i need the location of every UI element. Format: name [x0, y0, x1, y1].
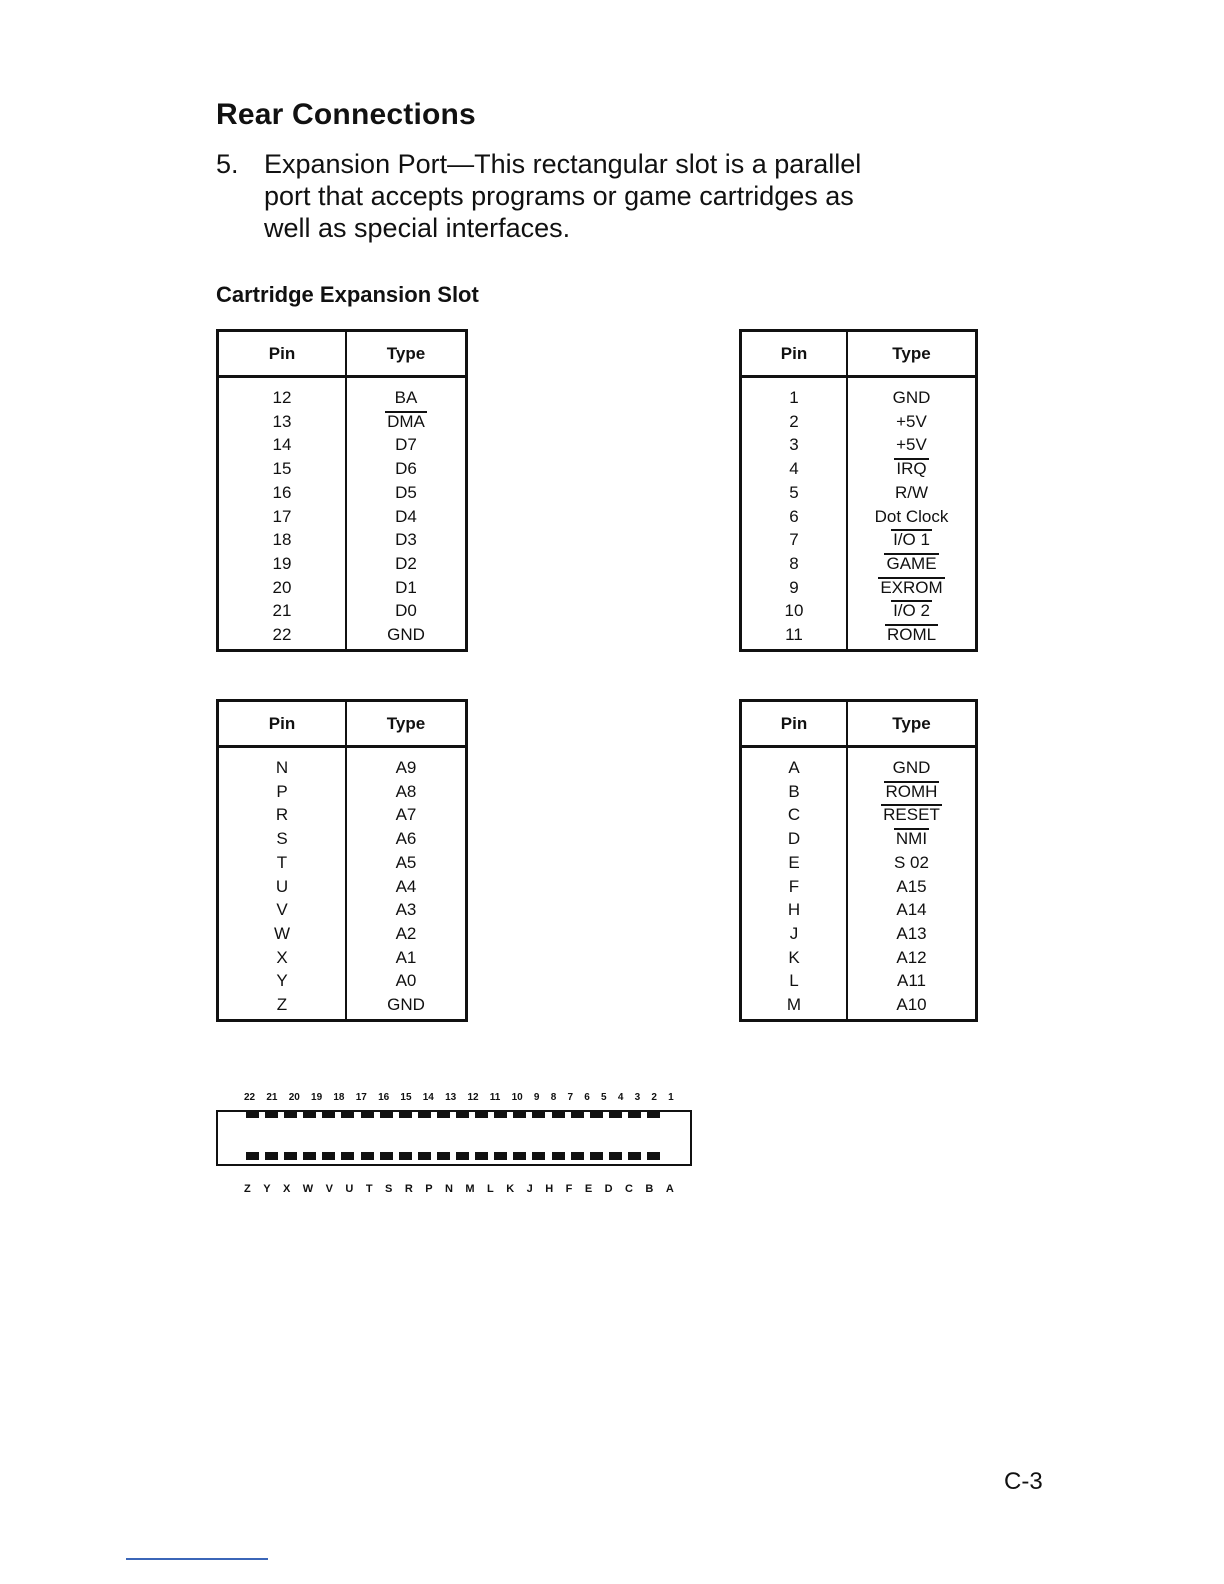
pin-cell: Y: [218, 969, 347, 993]
table-row: [741, 377, 977, 410]
type-cell: [346, 457, 467, 481]
connector-pin-number: 12: [467, 1092, 479, 1103]
connector-contact: [246, 1152, 259, 1160]
type-cell: [346, 803, 467, 827]
pin-cell: 22: [218, 623, 347, 650]
connector-contact: [532, 1152, 545, 1160]
connector-pin-letter: S: [385, 1183, 393, 1195]
table-row: [218, 481, 467, 505]
pin-cell: 18: [218, 528, 347, 552]
pin-column-header: Pin: [218, 701, 347, 747]
table-row: [218, 969, 467, 993]
table-row: [218, 576, 467, 600]
type-cell: [346, 481, 467, 505]
connector-pin-number: 13: [445, 1092, 457, 1103]
signal-name: S 02: [894, 852, 929, 872]
connector-contact: [475, 1152, 488, 1160]
signal-name: GAME: [886, 552, 936, 576]
pin-cell: 11: [741, 623, 848, 650]
signal-name: A7: [395, 805, 417, 825]
table-row: [218, 505, 467, 529]
connector-pin-letter: U: [345, 1183, 354, 1195]
connector-pin-letter: W: [302, 1183, 314, 1195]
pin-cell: Z: [218, 993, 347, 1020]
connector-pin-number: 20: [288, 1092, 300, 1103]
type-cell: [847, 433, 977, 457]
table-row: [218, 827, 467, 851]
signal-name: ROML: [887, 623, 936, 647]
connector-contact: [494, 1110, 507, 1118]
signal-name: D3: [395, 530, 417, 550]
signal-name: A12: [896, 947, 927, 967]
table-row: [741, 875, 977, 899]
connector-pin-letter: X: [282, 1183, 291, 1195]
connector-contact: [303, 1152, 316, 1160]
table-row: [218, 457, 467, 481]
connector-top-contacts: [246, 1110, 660, 1118]
page-number: C-3: [1004, 1468, 1043, 1495]
signal-name: A1: [395, 947, 417, 967]
connector-contact: [380, 1152, 393, 1160]
pin-cell: H: [741, 898, 848, 922]
type-cell: [847, 410, 977, 434]
type-cell: [346, 433, 467, 457]
pin-column-header: Pin: [741, 331, 848, 377]
signal-name: Dot Clock: [874, 506, 949, 526]
connector-pin-number: 10: [511, 1092, 523, 1103]
type-cell: [346, 827, 467, 851]
pin-cell: 10: [741, 599, 848, 623]
signal-name: A10: [896, 995, 927, 1015]
connector-contact: [647, 1110, 660, 1118]
type-cell: [346, 377, 467, 410]
pin-cell: C: [741, 803, 848, 827]
connector-pin-letters: [244, 1183, 674, 1195]
connector-pin-number: 2: [651, 1092, 657, 1103]
type-cell: [346, 747, 467, 780]
pin-cell: 17: [218, 505, 347, 529]
signal-name: D4: [395, 506, 417, 526]
pin-cell: 1: [741, 377, 848, 410]
connector-contact: [609, 1152, 622, 1160]
connector-pin-letter: C: [625, 1183, 633, 1195]
signal-name: A9: [395, 758, 417, 777]
pin-cell: E: [741, 851, 848, 875]
table-row: [741, 946, 977, 970]
type-cell: [346, 780, 467, 804]
connector-pin-letter: N: [445, 1183, 453, 1195]
connector-contact: [284, 1152, 297, 1160]
table-row: [741, 457, 977, 481]
connector-contact: [284, 1110, 297, 1118]
connector-pin-letter: R: [404, 1183, 413, 1195]
table-row: [741, 552, 977, 576]
pin-cell: F: [741, 875, 848, 899]
type-cell: [847, 505, 977, 529]
signal-name: A2: [395, 923, 417, 943]
connector-contact: [418, 1110, 431, 1118]
pin-cell: 7: [741, 528, 848, 552]
pin-cell: M: [741, 993, 848, 1020]
pin-table-bottom-pins-a-m: [739, 699, 978, 1022]
connector-pin-number: 5: [601, 1092, 607, 1103]
table-row: [741, 576, 977, 600]
table-row: [218, 528, 467, 552]
connector-pin-letter: T: [365, 1183, 373, 1195]
signal-name: D2: [395, 553, 417, 573]
signal-name: R/W: [894, 482, 929, 502]
connector-contact: [532, 1110, 545, 1118]
signal-name: A11: [897, 971, 926, 991]
type-cell: [847, 851, 977, 875]
pin-cell: 16: [218, 481, 347, 505]
table-row: [741, 433, 977, 457]
pin-cell: J: [741, 922, 848, 946]
pin-table-top-pins-1-11: [739, 329, 978, 652]
pin-cell: A: [741, 747, 848, 780]
table-row: [741, 780, 977, 804]
connector-pin-letter: Z: [244, 1183, 251, 1195]
type-cell: [346, 410, 467, 434]
connector-pin-letter: D: [604, 1183, 613, 1195]
connector-pin-number: 14: [422, 1092, 434, 1103]
type-cell: [847, 803, 977, 827]
table-row: [741, 623, 977, 650]
table-row: [741, 505, 977, 529]
connector-contact: [380, 1110, 393, 1118]
table-caption: Cartridge Expansion Slot: [216, 282, 479, 307]
type-cell: [847, 780, 977, 804]
connector-contact: [590, 1110, 603, 1118]
connector-pin-number: 4: [617, 1092, 624, 1103]
table-row: [218, 803, 467, 827]
type-cell: [346, 946, 467, 970]
connector-contact: [265, 1110, 278, 1118]
connector-pin-letter: Y: [263, 1183, 271, 1195]
table-row: [741, 599, 977, 623]
signal-name: A4: [395, 876, 417, 896]
pin-cell: R: [218, 803, 347, 827]
table-row: [218, 993, 467, 1020]
connector-pin-letter: M: [465, 1183, 475, 1195]
signal-name: RESET: [883, 803, 940, 827]
signal-name: BA: [394, 388, 418, 407]
table-row: [218, 433, 467, 457]
connector-pin-letter: V: [325, 1183, 333, 1195]
pin-cell: 21: [218, 599, 347, 623]
connector-contact: [418, 1152, 431, 1160]
type-cell: [346, 505, 467, 529]
table-row: [218, 875, 467, 899]
type-cell: [346, 576, 467, 600]
connector-pin-number: 22: [244, 1092, 256, 1103]
connector-pin-letter: A: [665, 1183, 674, 1195]
connector-contact: [303, 1110, 316, 1118]
type-cell: [847, 922, 977, 946]
connector-pin-letter: B: [645, 1183, 654, 1195]
type-column-header: Type: [847, 701, 977, 747]
connector-pin-letter: L: [487, 1183, 494, 1195]
connector-contact: [494, 1152, 507, 1160]
pin-table-bottom-pins-n-z: [216, 699, 468, 1022]
pin-cell: 6: [741, 505, 848, 529]
table-row: [741, 993, 977, 1020]
connector-contact: [246, 1110, 259, 1118]
pin-cell: W: [218, 922, 347, 946]
connector-pin-number: 15: [400, 1092, 412, 1103]
signal-name: A8: [395, 781, 417, 801]
edge-connector-diagram: [216, 1088, 696, 1204]
pin-cell: 15: [218, 457, 347, 481]
connector-pin-number: 19: [311, 1092, 323, 1103]
connector-contact: [265, 1152, 278, 1160]
table-row: [741, 528, 977, 552]
connector-contact: [513, 1110, 526, 1118]
connector-pin-letter: F: [565, 1183, 573, 1195]
connector-contact: [571, 1152, 584, 1160]
signal-name: ROMH: [886, 780, 938, 804]
signal-name: DMA: [387, 410, 425, 434]
signal-name: +5V: [896, 411, 927, 431]
pin-cell: 8: [741, 552, 848, 576]
table-row: [741, 481, 977, 505]
type-cell: [847, 969, 977, 993]
signal-name: A14: [896, 900, 927, 920]
table-row: [741, 747, 977, 780]
pin-cell: 2: [741, 410, 848, 434]
pin-table-top-pins-12-22: [216, 329, 468, 652]
connector-pin-number: 21: [266, 1092, 278, 1103]
connector-pin-number: 18: [333, 1092, 345, 1103]
connector-contact: [399, 1152, 412, 1160]
connector-contact: [552, 1110, 565, 1118]
pin-column-header: Pin: [741, 701, 848, 747]
signal-name: I/O 1: [893, 528, 930, 552]
table-row: [218, 946, 467, 970]
type-cell: [847, 827, 977, 851]
pin-cell: N: [218, 747, 347, 780]
connector-contact: [361, 1110, 374, 1118]
type-cell: [847, 875, 977, 899]
description-line: Expansion Port—This rectangular slot is a parallel: [264, 149, 862, 179]
type-cell: [346, 528, 467, 552]
pin-cell: K: [741, 946, 848, 970]
signal-name: IRQ: [896, 457, 926, 481]
signal-name: A0: [395, 971, 417, 991]
signal-name: I/O 2: [893, 599, 930, 623]
connector-pin-letter: J: [526, 1183, 533, 1195]
connector-pin-letter: H: [545, 1183, 554, 1195]
connector-contact: [437, 1110, 450, 1118]
signal-name: D0: [395, 601, 417, 621]
connector-pin-number: 17: [355, 1092, 367, 1103]
pin-cell: 9: [741, 576, 848, 600]
connector-contact: [647, 1152, 660, 1160]
signal-name: NMI: [896, 827, 927, 851]
item-number: 5.: [216, 149, 239, 179]
signal-name: GND: [387, 995, 425, 1015]
description-line: port that accepts programs or game cartridges as: [264, 181, 854, 211]
connector-pin-numbers: [244, 1092, 674, 1103]
signal-name: D5: [395, 482, 417, 502]
pin-cell: B: [741, 780, 848, 804]
table-row: [741, 922, 977, 946]
connector-pin-number: 3: [634, 1092, 641, 1103]
type-cell: [847, 552, 977, 576]
pin-cell: 14: [218, 433, 347, 457]
type-cell: [847, 528, 977, 552]
connector-contact: [475, 1110, 488, 1118]
signal-name: GND: [892, 758, 931, 777]
signal-name: EXROM: [880, 576, 942, 600]
type-column-header: Type: [346, 701, 467, 747]
table-row: [741, 969, 977, 993]
signal-name: A6: [395, 829, 417, 849]
pin-cell: 12: [218, 377, 347, 410]
type-cell: [346, 552, 467, 576]
pin-cell: 3: [741, 433, 848, 457]
type-cell: [847, 481, 977, 505]
table-row: [218, 552, 467, 576]
table-row: [741, 898, 977, 922]
type-cell: [346, 898, 467, 922]
section-heading: Rear Connections: [216, 98, 476, 131]
connector-pin-number: 7: [567, 1092, 574, 1103]
table-row: [218, 898, 467, 922]
connector-contact: [361, 1152, 374, 1160]
pin-cell: 20: [218, 576, 347, 600]
type-cell: [847, 946, 977, 970]
type-cell: [847, 747, 977, 780]
table-row: [218, 623, 467, 650]
table-row: [741, 803, 977, 827]
signal-name: A3: [395, 900, 417, 920]
connector-contact: [590, 1152, 603, 1160]
table-row: [218, 851, 467, 875]
connector-contact: [322, 1110, 335, 1118]
type-cell: [346, 922, 467, 946]
type-cell: [346, 623, 467, 650]
signal-name: GND: [892, 388, 931, 407]
signal-name: D1: [395, 577, 417, 597]
table-row: [218, 922, 467, 946]
pin-cell: U: [218, 875, 347, 899]
type-cell: [847, 993, 977, 1020]
signal-name: GND: [387, 625, 425, 645]
type-cell: [346, 875, 467, 899]
connector-contact: [552, 1152, 565, 1160]
table-row: [218, 747, 467, 780]
pin-cell: P: [218, 780, 347, 804]
signal-name: A5: [395, 852, 417, 872]
table-row: [741, 851, 977, 875]
type-column-header: Type: [847, 331, 977, 377]
type-cell: [847, 377, 977, 410]
pin-column-header: Pin: [218, 331, 347, 377]
connector-pin-number: 1: [668, 1092, 674, 1103]
type-cell: [847, 623, 977, 650]
pin-cell: L: [741, 969, 848, 993]
connector-contact: [628, 1152, 641, 1160]
type-cell: [346, 599, 467, 623]
connector-contact: [456, 1110, 469, 1118]
connector-pin-number: 16: [378, 1092, 390, 1103]
table-row: [741, 410, 977, 434]
connector-contact: [571, 1110, 584, 1118]
signal-name: A13: [896, 923, 927, 943]
connector-contact: [456, 1152, 469, 1160]
connector-pin-number: 8: [550, 1092, 557, 1103]
pin-cell: 19: [218, 552, 347, 576]
connector-pin-letter: K: [506, 1183, 515, 1195]
connector-contact: [628, 1110, 641, 1118]
connector-contact: [341, 1110, 354, 1118]
type-cell: [346, 993, 467, 1020]
type-cell: [847, 599, 977, 623]
connector-contact: [399, 1110, 412, 1118]
signal-name: D6: [395, 459, 417, 479]
pin-cell: X: [218, 946, 347, 970]
connector-pin-letter: E: [584, 1183, 593, 1195]
type-cell: [346, 969, 467, 993]
pin-cell: 5: [741, 481, 848, 505]
pin-cell: 4: [741, 457, 848, 481]
signal-name: A15: [896, 876, 927, 896]
footer-rule: [126, 1558, 268, 1560]
table-row: [218, 780, 467, 804]
connector-contact: [322, 1152, 335, 1160]
connector-contact: [513, 1152, 526, 1160]
type-column-header: Type: [346, 331, 467, 377]
connector-contact: [437, 1152, 450, 1160]
table-row: [741, 827, 977, 851]
connector-pin-letter: P: [425, 1183, 433, 1195]
connector-contact: [609, 1110, 622, 1118]
pin-cell: S: [218, 827, 347, 851]
expansion-port-description: [216, 148, 936, 244]
connector-bottom-contacts: [246, 1152, 660, 1160]
connector-pin-number: 6: [584, 1092, 590, 1103]
table-row: [218, 377, 467, 410]
connector-pin-number: 11: [489, 1092, 501, 1103]
signal-name: +5V: [896, 435, 927, 455]
signal-name: D7: [395, 435, 417, 455]
type-cell: [847, 898, 977, 922]
type-cell: [847, 576, 977, 600]
connector-contact: [341, 1152, 354, 1160]
type-cell: [346, 851, 467, 875]
pin-cell: D: [741, 827, 848, 851]
pin-cell: 13: [218, 410, 347, 434]
pin-cell: T: [218, 851, 347, 875]
type-cell: [847, 457, 977, 481]
description-line: well as special interfaces.: [264, 213, 571, 243]
pin-cell: V: [218, 898, 347, 922]
connector-pin-number: 9: [533, 1092, 540, 1103]
table-row: [218, 599, 467, 623]
table-row: [218, 410, 467, 434]
